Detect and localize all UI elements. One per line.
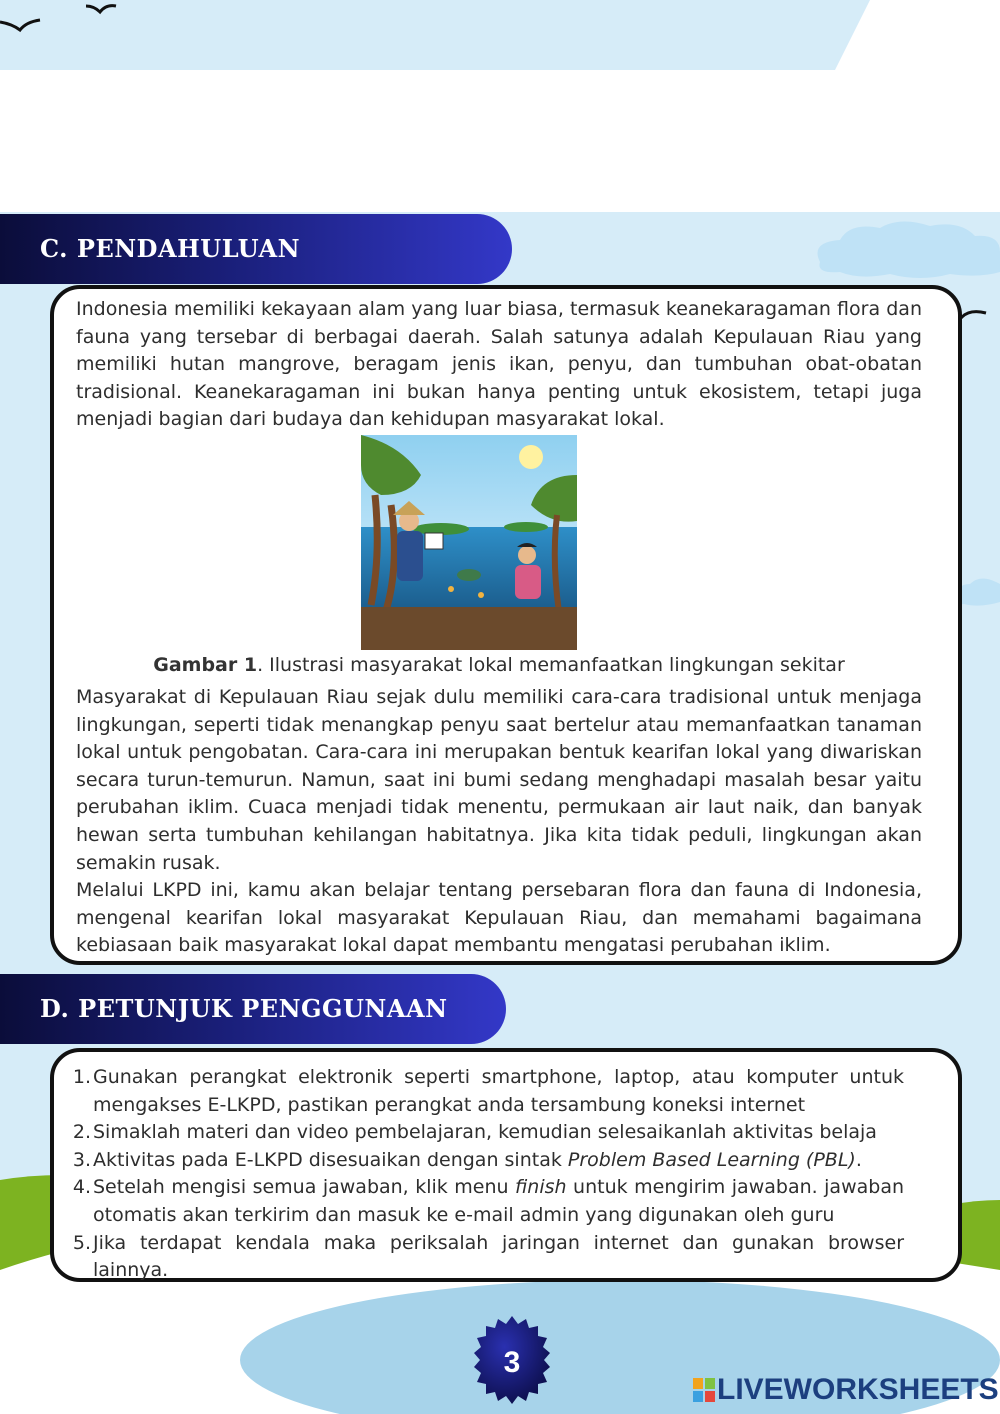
section-d-banner	[0, 974, 506, 1044]
section-d-title: D. PETUNJUK PENGGUNAAN	[40, 994, 448, 1023]
page-number: 3	[503, 1346, 521, 1379]
guide-step: 2. Simaklah materi dan video pembelajaran, kemudian selesaikanlah aktivitas belaja	[72, 1121, 877, 1144]
guide-step: 1. Gunakan perangkat elektronik seperti smartphone, laptop, atau komputer untuk mengakses E-LKPD, pastikan perangkat anda tersambung koneksi internet	[72, 1066, 904, 1116]
guide-step: 4. Setelah mengisi semua jawaban, klik menu finish untuk mengirim jawaban. jawaban otomatis akan terkirim dan masuk ke e-mail admin yang digunakan oleh guru	[72, 1176, 905, 1226]
intro-paragraph-2: Masyarakat di Kepulauan Riau sejak dulu memiliki cara-cara tradisional untuk menjaga lingkungan, seperti tidak menangkap penyu saat bertelur atau memanfaatkan tanaman lokal untuk pengobatan. Cara-cara ini merupakan bentuk kearifan lokal yang diwariskan secara turun-temurun. Namun, saat ini bumi sedang menghadapi masalah besar yaitu perubahan iklim. Cuaca menjadi tidak menentu, permukaan air laut naik, dan banyak hewan serta tumbuhan kehilangan habitatnya. Jika kita tidak peduli, lingkungan akan semakin rusak.	[76, 686, 922, 874]
liveworksheets-logo[interactable]	[693, 1372, 999, 1408]
figure-caption-text: . Ilustrasi masyarakat lokal memanfaatkan lingkungan sekitar	[257, 654, 845, 676]
section-c-banner	[0, 214, 512, 284]
logo-text: LIVEWORKSHEETS	[717, 1373, 999, 1406]
sun-icon	[519, 445, 543, 469]
cloud-shape	[800, 212, 1000, 282]
liveworksheets-grid-icon	[693, 1378, 715, 1402]
figure-label: Gambar 1	[153, 654, 258, 676]
intro-paragraph-1: Indonesia memiliki kekayaan alam yang luar biasa, termasuk keanekaragaman flora dan fauna yang tersebar di berbagai daerah. Salah satunya adalah Kepulauan Riau yang memiliki hutan mangrove, beragam jenis ikan, penyu, dan tumbuhan obat-obatan tradisional. Keanekaragaman ini bukan hanya penting untuk ekosistem, tetapi juga menjadi bagian dari budaya dan kehidupan masyarakat lokal.	[76, 298, 922, 431]
section-c-title: C. PENDAHULUAN	[40, 234, 301, 263]
guide-steps-list	[66, 1064, 904, 1285]
illustration-mangrove	[361, 435, 577, 650]
intro-paragraph-3: Melalui LKPD ini, kamu akan belajar tentang persebaran flora dan fauna di Indonesia, mengenal kearifan lokal masyarakat Kepulauan Riau, dan memahami bagaimana kebiasaan baik masyarakat lokal dapat membantu mengatasi perubahan iklim.	[76, 879, 922, 957]
guide-step: 3. Aktivitas pada E-LKPD disesuaikan dengan sintak Problem Based Learning (PBL).	[72, 1148, 862, 1171]
page-number-badge	[474, 1312, 550, 1408]
guide-step: 5. Jika terdapat kendala maka periksalah jaringan internet dan gunakan browser lainnya.	[72, 1231, 904, 1282]
white-band	[0, 70, 1000, 215]
top-sky-background	[0, 0, 1000, 75]
figure-caption	[76, 652, 922, 679]
